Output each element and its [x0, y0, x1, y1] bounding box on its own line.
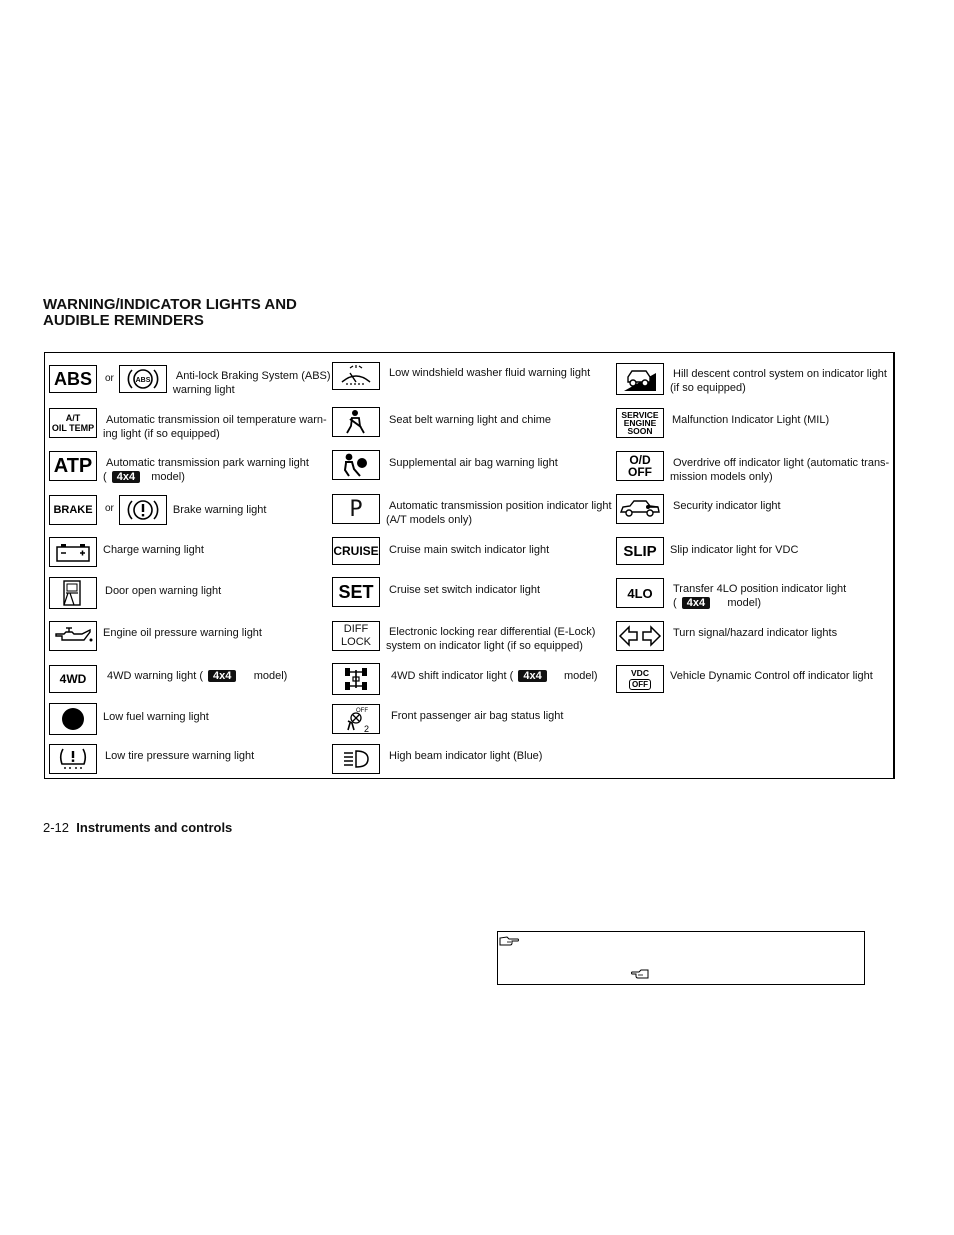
- cruise-main-entry: CRUISE Cruise main switch indicator light: [332, 537, 549, 565]
- slip-entry: SLIP Slip indicator light for VDC: [616, 537, 798, 565]
- 4wd-entry: 4WD 4WD warning light ( 4x4 model): [49, 665, 287, 693]
- 4x4-badge: 4x4: [518, 670, 546, 682]
- 4wd-shift-entry: 4WD shift indicator light ( 4x4 model): [332, 663, 598, 695]
- charge-entry: Charge warning light: [49, 537, 204, 567]
- indicator-panel: [44, 352, 895, 779]
- elock-entry: DIFF LOCK Electronic locking rear differential (E-Lock) system on indicator light (if so equipped): [332, 621, 595, 653]
- hill-descent-entry: Hill descent control system on indicator light (if so equipped): [616, 363, 887, 395]
- airbag-icon: [332, 450, 380, 480]
- brake-icon: BRAKE: [49, 495, 97, 525]
- high-beam-entry: High beam indicator light (Blue): [332, 744, 542, 774]
- security-entry: Security indicator light: [616, 494, 781, 524]
- reference-box: [497, 931, 865, 985]
- at-oil-temp-icon: A/T OIL TEMP: [49, 408, 97, 438]
- svg-text:ABS: ABS: [135, 377, 151, 384]
- od-off-icon: O/D OFF: [616, 451, 664, 481]
- airbag-entry: Supplemental air bag warning light: [332, 450, 558, 480]
- mil-entry: SERVICE ENGINE SOON Malfunction Indicator Light (MIL): [616, 408, 829, 438]
- tire-entry: Low tire pressure warning light: [49, 744, 254, 774]
- page-footer: 2-12 Instruments and controls: [43, 820, 233, 835]
- 4lo-entry: 4LO Transfer 4LO position indicator light ( 4x4 model): [616, 578, 846, 610]
- washer-fluid-icon: [332, 362, 380, 390]
- od-off-entry: O/D OFF Overdrive off indicator light (automatic trans- mission models only): [616, 451, 889, 484]
- diff-lock-icon: DIFF LOCK: [332, 621, 380, 651]
- brake-circle-icon: [119, 495, 167, 525]
- at-oil-temp-entry: A/T OIL TEMP Automatic transmission oil temperature warn- ing light (if so equipped): [49, 408, 327, 441]
- passenger-airbag-icon: [332, 704, 380, 734]
- 4wd-shift-icon: [332, 663, 380, 695]
- atp-icon: ATP: [49, 451, 97, 481]
- svg-text:2: 2: [364, 724, 370, 733]
- hill-descent-icon: [616, 363, 664, 395]
- set-icon: SET: [332, 577, 380, 607]
- fuel-dot-icon: [49, 703, 97, 735]
- slip-icon: SLIP: [616, 537, 664, 565]
- seatbelt-entry: Seat belt warning light and chime: [332, 407, 551, 437]
- 4x4-badge: 4x4: [682, 597, 710, 609]
- high-beam-icon: [332, 744, 380, 774]
- cruise-set-entry: SET Cruise set switch indicator light: [332, 577, 540, 607]
- position-p-icon: P: [332, 494, 380, 524]
- turn-signal-entry: Turn signal/hazard indicator lights: [616, 621, 837, 651]
- battery-icon: [49, 537, 97, 567]
- fuel-entry: Low fuel warning light: [49, 703, 209, 735]
- passenger-airbag-entry: OFF 2 Front passenger air bag status light: [332, 704, 563, 734]
- atp-entry: ATP Automatic transmission park warning light ( 4x4 model): [49, 451, 309, 484]
- brake-entry: BRAKE or Brake warning light: [49, 495, 266, 525]
- oil-entry: Engine oil pressure warning light: [49, 621, 262, 651]
- vdc-off-icon: VDC OFF: [616, 665, 664, 693]
- svg-text:OFF: OFF: [356, 708, 368, 714]
- oil-can-icon: [49, 621, 97, 651]
- tire-pressure-icon: [49, 744, 97, 774]
- 4lo-icon: 4LO: [616, 578, 664, 608]
- door-entry: Door open warning light: [49, 577, 221, 609]
- turn-signal-arrows-icon: [616, 621, 664, 651]
- pointing-hand-icon: [498, 934, 520, 948]
- abs-circle-icon: [119, 365, 167, 393]
- 4x4-badge: 4x4: [208, 670, 236, 682]
- seatbelt-icon: [332, 407, 380, 437]
- cruise-icon: CRUISE: [332, 537, 380, 565]
- abs-icon: ABS: [49, 365, 97, 393]
- pointing-hand-icon: [630, 967, 650, 981]
- security-car-icon: [616, 494, 664, 524]
- abs-entry: ABS or ABS Anti-lock Braking System (ABS) warning light: [49, 365, 331, 397]
- washer-entry: Low windshield washer fluid warning light: [332, 362, 590, 390]
- position-entry: P Automatic transmission position indicator light (A/T models only): [332, 494, 612, 527]
- vdc-off-entry: VDC OFF Vehicle Dynamic Control off indicator light: [616, 665, 873, 693]
- service-engine-soon-icon: SERVICE ENGINE SOON: [616, 408, 664, 438]
- section-heading: WARNING/INDICATOR LIGHTS AND AUDIBLE REMINDERS: [43, 296, 297, 329]
- door-open-icon: [49, 577, 97, 609]
- 4x4-badge: 4x4: [112, 471, 140, 483]
- 4wd-icon: 4WD: [49, 665, 97, 693]
